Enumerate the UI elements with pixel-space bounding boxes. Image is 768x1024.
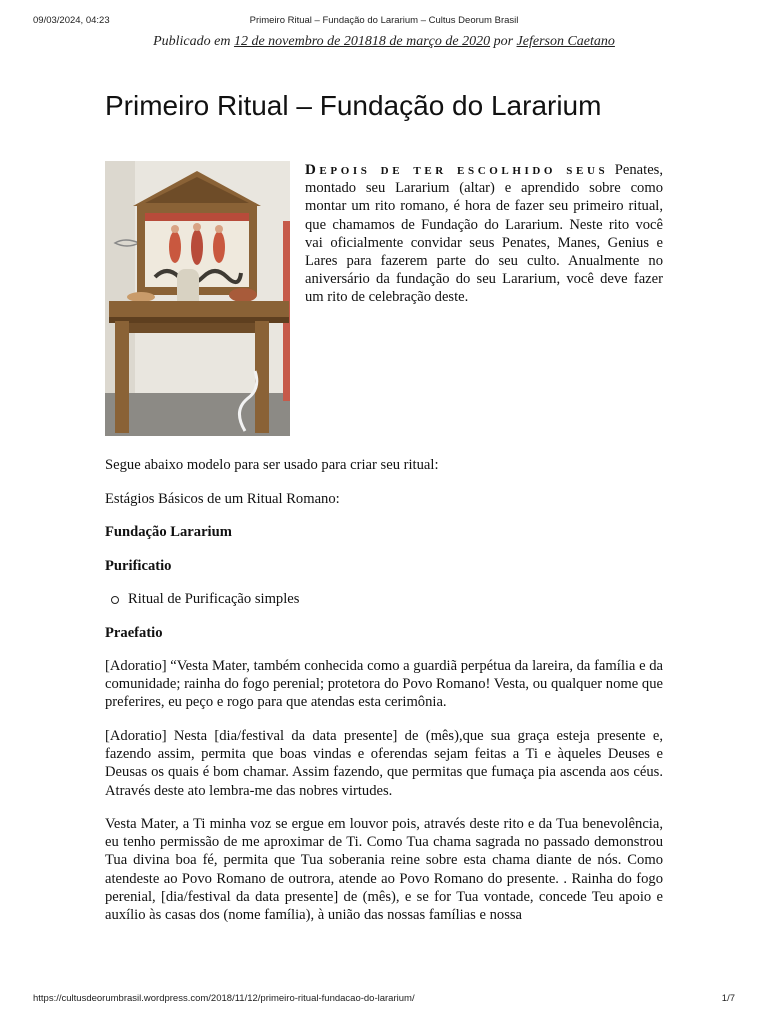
print-footer [33, 993, 735, 1007]
purificatio-list [105, 590, 663, 608]
heading-praefatio: Praefatio [105, 624, 163, 641]
heading-fundacao: Fundação Lararium [105, 524, 232, 540]
author-link[interactable]: Jeferson Caetano [516, 34, 615, 49]
paragraph-stages: Estágios Básicos de um Ritual Romano: [105, 490, 340, 507]
paragraph-vesta-mater: Vesta Mater, a Ti minha voz se ergue em louvor pois, através deste rito e da Tua benevolência, eu tenho permissão de me aproximar de Ti. Como Tua chama sagrada no passado demonstrou Tua divina boa fé, permita que Tua soberania reine sobre esta chama diante de nós. Como atendeste ao Povo Romano de outrora, atende ao Povo Romano do presente. . Rainha do fogo perenial, [dia/festival da data presente] de (mês), e se for Tua vontade, concede Teu apoio e auxílio às casas dos (nome família), à união das nossas famílias e nossa [105, 816, 663, 924]
by-label: por [493, 34, 514, 49]
print-url: https://cultusdeorumbrasil.wordpress.com/2018/11/12/primeiro-ritual-fundacao-do-lararium/ [33, 993, 415, 1004]
lararium-photo [105, 161, 290, 436]
page-title: Primeiro Ritual – Fundação do Lararium [105, 90, 602, 121]
page-number: 1/7 [721, 993, 735, 1004]
intro-lead: Depois de ter escolhido seus [305, 162, 609, 178]
paragraph-model: Segue abaixo modelo para ser usado para criar seu ritual: [105, 457, 439, 473]
list-item-text: Ritual de Purificação simples [128, 591, 300, 607]
heading-purificatio: Purificatio [105, 557, 172, 574]
list-item [128, 590, 663, 608]
print-datetime: 09/03/2024, 04:23 [33, 15, 110, 26]
article-body [105, 456, 663, 940]
post-meta [0, 34, 768, 50]
bullet-circle-icon [111, 596, 119, 604]
intro-paragraph [305, 161, 663, 307]
paragraph-adoratio-2: [Adoratio] Nesta [dia/festival da data presente] de (mês),que sua graça esteja presente e, fazendo assim, permita que boas vindas e oferendas sejam feitas a Ti e àqueles Deuses e Deusas os quais é bom chamar. Assim fazendo, que permitas que fumaça pia ascenda aos céus. Através deste ato lembra-me das nobres virtudes. [105, 727, 663, 799]
published-prefix: Publicado em [153, 34, 231, 49]
paragraph-adoratio-1: [Adoratio] “Vesta Mater, também conhecida como a guardiã perpétua da lareira, da família e da comunidade; rainha do fogo perenial; protetora do Povo Romano! Vesta, ou qualquer nome que preferires, eu peço e rogo para que atendas esta cerimônia. [105, 658, 663, 711]
intro-text: Penates, montado seu Lararium (altar) e aprendido sobre como montar um rito romano, é hora de fazer seu primeiro ritual, que chamamos de Fundação do Lararium. Neste rito você vai oficialmente convidar seus Penates, Manes, Genius e Lares para fazerem parte do seu culto. Anualmente no aniversário da fundação do seu Lararium, você deve fazer um rito de celebração deste. [305, 162, 664, 306]
print-document-title: Primeiro Ritual – Fundação do Lararium – Cultus Deorum Brasil [249, 15, 519, 26]
published-date-link[interactable]: 12 de novembro de 201818 de março de 2020 [233, 34, 491, 49]
print-header [33, 15, 735, 29]
